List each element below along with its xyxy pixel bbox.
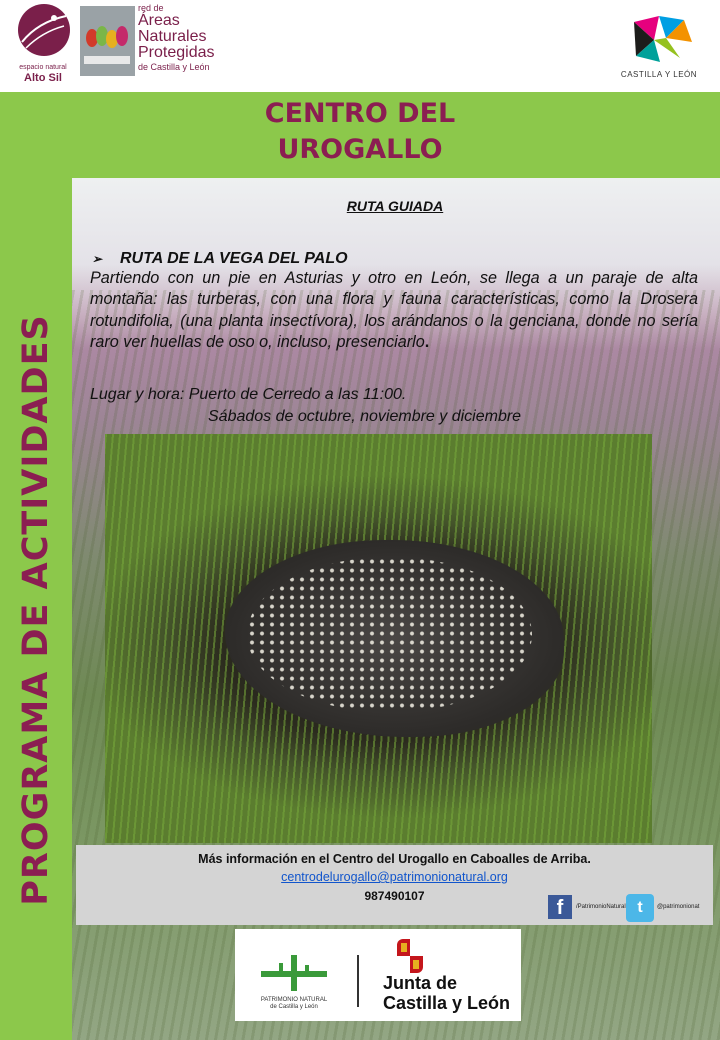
arrow-bullet-icon: ➢: [92, 252, 103, 266]
red-areas-line4: Protegidas: [138, 44, 215, 61]
phone-number: 987490107: [364, 889, 425, 903]
activity-subtitle: RUTA GUIADA: [346, 198, 444, 214]
facebook-handle: /PatrimonioNatural: [576, 904, 626, 910]
patrimonio-natural-label: PATRIMONIO NATURAL de Castilla y León: [260, 997, 328, 1010]
red-areas-line1: red de: [138, 3, 164, 13]
title-line2: UROGALLO: [277, 134, 443, 165]
route-name: RUTA DE LA VEGA DEL PALO: [120, 250, 348, 267]
red-areas-line5: de Castilla y León: [138, 62, 210, 72]
side-label: PROGRAMA DE ACTIVIDADES: [16, 314, 56, 906]
footer-logos: [235, 929, 521, 1021]
junta-line1: Junta de: [383, 973, 458, 993]
red-areas-line2: Áreas: [138, 12, 180, 29]
alto-sil-logo: [8, 2, 78, 90]
days: Sábados de octubre, noviembre y diciembre: [208, 408, 522, 425]
info-box: [76, 845, 713, 925]
bird-logo-icon: [8, 2, 78, 64]
alto-sil-small-label: espacio natural: [19, 64, 67, 71]
red-areas-text: [138, 4, 215, 72]
route-description: [90, 268, 698, 353]
castilla-y-leon-logo: [614, 12, 704, 84]
coat-of-arms-icon: [395, 937, 425, 977]
email-link[interactable]: centrodelurogallo@patrimonionatural.org: [281, 870, 508, 884]
red-areas-logo: [80, 2, 240, 88]
info-line: Más información en el Centro del Urogallo en Caboalles de Arriba.: [198, 852, 591, 866]
cyl-label: CASTILLA Y LEÓN: [620, 70, 698, 79]
twitter-icon[interactable]: t: [626, 894, 654, 922]
junta-line2: Castilla y León: [383, 993, 511, 1013]
junta-label: [383, 973, 510, 1013]
facebook-icon[interactable]: f: [548, 895, 572, 919]
route-heading: [92, 250, 348, 268]
title-line1: CENTRO DEL: [264, 98, 456, 129]
alto-sil-name: Alto Sil: [24, 72, 62, 84]
patrimonio-natural-logo-icon: [261, 951, 327, 995]
twitter-handle: @patrimonionat: [657, 904, 700, 910]
cyl-star-icon: [614, 12, 704, 68]
header: [0, 0, 720, 92]
route-description-end: .: [424, 332, 430, 351]
red-areas-tree-icon: [80, 6, 135, 76]
white-flowers: [247, 557, 531, 712]
place-time: Lugar y hora: Puerto de Cerredo a las 11:00.: [90, 386, 407, 403]
page-title: [0, 96, 720, 168]
red-areas-line3: Naturales: [138, 28, 207, 45]
peat-bog-photo: [105, 434, 652, 843]
route-description-text: Partiendo con un pie en Asturias y otro en León, se llega a un paraje de alta montaña: las turberas, con una flora y fauna características, como la Drosera rotundifolia, (una planta insectívora), los arándanos o la genciana, donde no sería raro ver huellas de oso o, incluso, presenciarlo: [90, 269, 698, 351]
footer-divider: [357, 955, 359, 1007]
